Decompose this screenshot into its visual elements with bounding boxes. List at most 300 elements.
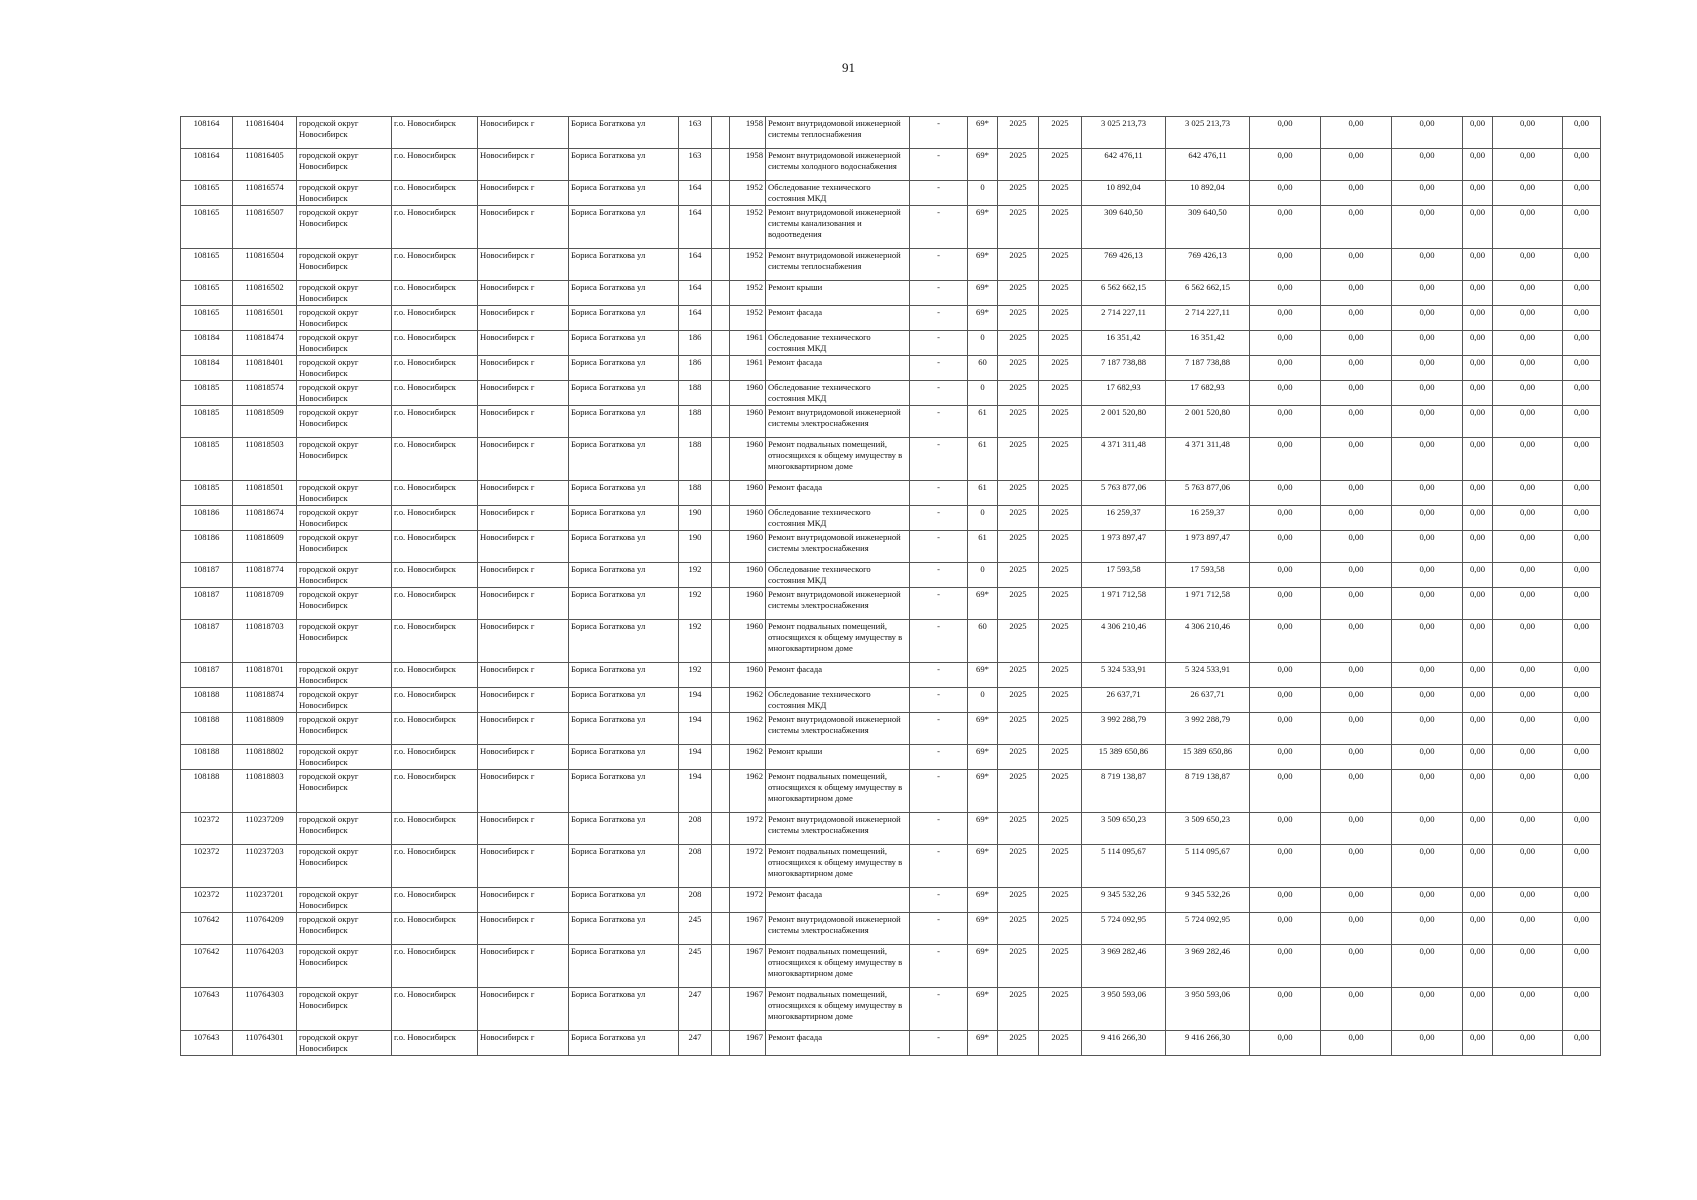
cell-total-cost: 3 992 288,79 [1082, 713, 1166, 745]
table-row [181, 356, 1601, 381]
cell-plan-year-end: 2025 [1039, 117, 1082, 149]
cell-house-id: 107643 [181, 1031, 233, 1056]
table-row [181, 149, 1601, 181]
cell-cost-other-a: 0,00 [1463, 913, 1493, 945]
cell-house-id: 108165 [181, 306, 233, 331]
cell-cost-owners: 0,00 [1493, 588, 1563, 620]
cell-house-number: 164 [679, 281, 712, 306]
cell-cost-owners: 0,00 [1493, 888, 1563, 913]
cell-work-id: 110818802 [233, 745, 297, 770]
cell-cost-other-b: 0,00 [1563, 620, 1601, 663]
cell-settlement: Новосибирск г [478, 206, 569, 249]
cell-extra: - [910, 563, 968, 588]
cell-cost-local: 0,00 [1392, 406, 1463, 438]
cell-work-type: Ремонт фасада [766, 356, 910, 381]
cell-street: Бориса Богаткова ул [569, 913, 679, 945]
cell-wear-percent: 69* [968, 588, 998, 620]
cell-settlement: Новосибирск г [478, 713, 569, 745]
cell-municipal-district: г.о. Новосибирск [392, 249, 478, 281]
cell-cost-other-b: 0,00 [1563, 181, 1601, 206]
cell-cost-other-b: 0,00 [1563, 770, 1601, 813]
cell-wear-percent: 69* [968, 149, 998, 181]
cell-build-year: 1960 [730, 506, 766, 531]
cell-work-type: Ремонт фасада [766, 888, 910, 913]
cell-house-number: 192 [679, 563, 712, 588]
table-row [181, 481, 1601, 506]
cell-settlement: Новосибирск г [478, 770, 569, 813]
cell-cost-other-a: 0,00 [1463, 356, 1493, 381]
cell-work-type: Ремонт фасада [766, 663, 910, 688]
cell-house-id: 108165 [181, 181, 233, 206]
cell-total-cost: 5 763 877,06 [1082, 481, 1166, 506]
cell-work-id: 110818501 [233, 481, 297, 506]
cell-extra: - [910, 888, 968, 913]
cell-total-cost: 1 971 712,58 [1082, 588, 1166, 620]
cell-building [712, 117, 730, 149]
cell-cost-federal: 0,00 [1250, 331, 1321, 356]
cell-street: Бориса Богаткова ул [569, 181, 679, 206]
cell-cost-other-b: 0,00 [1563, 845, 1601, 888]
cell-total-cost: 6 562 662,15 [1082, 281, 1166, 306]
cell-plan-year-start: 2025 [998, 506, 1039, 531]
cell-house-id: 108188 [181, 745, 233, 770]
cell-cost-regional: 0,00 [1321, 181, 1392, 206]
cell-cost-other-a: 0,00 [1463, 506, 1493, 531]
cell-plan-year-start: 2025 [998, 713, 1039, 745]
cell-municipality: городской округ Новосибирск [297, 563, 392, 588]
cell-cost-regional: 0,00 [1321, 531, 1392, 563]
cell-cost-owners: 0,00 [1493, 181, 1563, 206]
cell-work-type: Ремонт крыши [766, 281, 910, 306]
cell-cost-local: 0,00 [1392, 713, 1463, 745]
cell-plan-year-end: 2025 [1039, 438, 1082, 481]
cell-cost-owners: 0,00 [1493, 481, 1563, 506]
table-row [181, 770, 1601, 813]
cell-building [712, 149, 730, 181]
cell-plan-year-end: 2025 [1039, 306, 1082, 331]
cell-cost-regional: 0,00 [1321, 745, 1392, 770]
cell-wear-percent: 69* [968, 663, 998, 688]
cell-building [712, 506, 730, 531]
cell-cost-regional-fund: 4 371 311,48 [1166, 438, 1250, 481]
cell-building [712, 845, 730, 888]
cell-municipality: городской округ Новосибирск [297, 913, 392, 945]
cell-plan-year-end: 2025 [1039, 149, 1082, 181]
cell-plan-year-end: 2025 [1039, 713, 1082, 745]
cell-wear-percent: 69* [968, 281, 998, 306]
cell-municipality: городской округ Новосибирск [297, 988, 392, 1031]
cell-settlement: Новосибирск г [478, 813, 569, 845]
cell-cost-regional: 0,00 [1321, 356, 1392, 381]
cell-house-id: 108188 [181, 770, 233, 813]
cell-cost-regional: 0,00 [1321, 988, 1392, 1031]
table-row [181, 206, 1601, 249]
cell-cost-other-a: 0,00 [1463, 149, 1493, 181]
cell-cost-federal: 0,00 [1250, 663, 1321, 688]
cell-total-cost: 769 426,13 [1082, 249, 1166, 281]
cell-cost-other-a: 0,00 [1463, 331, 1493, 356]
table-row [181, 1031, 1601, 1056]
cell-building [712, 381, 730, 406]
cell-cost-regional: 0,00 [1321, 563, 1392, 588]
cell-cost-owners: 0,00 [1493, 117, 1563, 149]
cell-wear-percent: 69* [968, 745, 998, 770]
cell-cost-other-a: 0,00 [1463, 813, 1493, 845]
cell-cost-owners: 0,00 [1493, 913, 1563, 945]
cell-work-id: 110816574 [233, 181, 297, 206]
cell-house-number: 247 [679, 1031, 712, 1056]
cell-house-number: 194 [679, 770, 712, 813]
cell-cost-other-b: 0,00 [1563, 945, 1601, 988]
cell-street: Бориса Богаткова ул [569, 888, 679, 913]
cell-cost-owners: 0,00 [1493, 356, 1563, 381]
cell-municipality: городской округ Новосибирск [297, 206, 392, 249]
table-row [181, 563, 1601, 588]
cell-municipality: городской округ Новосибирск [297, 356, 392, 381]
cell-cost-local: 0,00 [1392, 181, 1463, 206]
cell-wear-percent: 69* [968, 713, 998, 745]
cell-municipal-district: г.о. Новосибирск [392, 620, 478, 663]
cell-cost-regional-fund: 9 345 532,26 [1166, 888, 1250, 913]
cell-cost-regional-fund: 7 187 738,88 [1166, 356, 1250, 381]
cell-work-id: 110764209 [233, 913, 297, 945]
cell-wear-percent: 60 [968, 356, 998, 381]
cell-cost-owners: 0,00 [1493, 563, 1563, 588]
cell-municipality: городской округ Новосибирск [297, 770, 392, 813]
cell-total-cost: 5 724 092,95 [1082, 913, 1166, 945]
cell-cost-regional-fund: 3 025 213,73 [1166, 117, 1250, 149]
cell-street: Бориса Богаткова ул [569, 688, 679, 713]
cell-municipality: городской округ Новосибирск [297, 845, 392, 888]
cell-cost-owners: 0,00 [1493, 713, 1563, 745]
cell-municipality: городской округ Новосибирск [297, 1031, 392, 1056]
table-row [181, 713, 1601, 745]
cell-work-id: 110818701 [233, 663, 297, 688]
cell-work-type: Ремонт крыши [766, 745, 910, 770]
cell-street: Бориса Богаткова ул [569, 563, 679, 588]
cell-cost-other-a: 0,00 [1463, 663, 1493, 688]
cell-cost-federal: 0,00 [1250, 888, 1321, 913]
cell-street: Бориса Богаткова ул [569, 1031, 679, 1056]
cell-settlement: Новосибирск г [478, 563, 569, 588]
cell-extra: - [910, 770, 968, 813]
cell-house-number: 164 [679, 249, 712, 281]
cell-extra: - [910, 845, 968, 888]
cell-house-id: 108187 [181, 620, 233, 663]
cell-street: Бориса Богаткова ул [569, 663, 679, 688]
cell-cost-other-b: 0,00 [1563, 745, 1601, 770]
cell-total-cost: 9 416 266,30 [1082, 1031, 1166, 1056]
cell-cost-regional-fund: 5 763 877,06 [1166, 481, 1250, 506]
cell-work-id: 110816501 [233, 306, 297, 331]
cell-cost-regional: 0,00 [1321, 663, 1392, 688]
cell-work-id: 110818774 [233, 563, 297, 588]
cell-building [712, 206, 730, 249]
cell-work-id: 110237209 [233, 813, 297, 845]
cell-municipality: городской округ Новосибирск [297, 406, 392, 438]
cell-building [712, 531, 730, 563]
cell-build-year: 1960 [730, 620, 766, 663]
cell-house-id: 108185 [181, 481, 233, 506]
cell-building [712, 249, 730, 281]
cell-cost-regional-fund: 5 114 095,67 [1166, 845, 1250, 888]
cell-cost-owners: 0,00 [1493, 770, 1563, 813]
cell-house-id: 108188 [181, 713, 233, 745]
cell-cost-federal: 0,00 [1250, 506, 1321, 531]
cell-cost-owners: 0,00 [1493, 331, 1563, 356]
cell-build-year: 1960 [730, 381, 766, 406]
cell-work-id: 110818674 [233, 506, 297, 531]
cell-work-id: 110237203 [233, 845, 297, 888]
cell-work-id: 110816507 [233, 206, 297, 249]
cell-work-type: Обследование технического состояния МКД [766, 181, 910, 206]
cell-cost-regional-fund: 4 306 210,46 [1166, 620, 1250, 663]
table-row [181, 117, 1601, 149]
cell-municipal-district: г.о. Новосибирск [392, 588, 478, 620]
cell-cost-other-a: 0,00 [1463, 770, 1493, 813]
cell-plan-year-end: 2025 [1039, 249, 1082, 281]
cell-settlement: Новосибирск г [478, 688, 569, 713]
cell-municipality: городской округ Новосибирск [297, 663, 392, 688]
cell-plan-year-end: 2025 [1039, 663, 1082, 688]
cell-building [712, 481, 730, 506]
cell-municipality: городской округ Новосибирск [297, 888, 392, 913]
cell-work-type: Ремонт подвальных помещений, относящихся к общему имуществу в многоквартирном доме [766, 845, 910, 888]
cell-cost-regional-fund: 26 637,71 [1166, 688, 1250, 713]
cell-cost-regional: 0,00 [1321, 620, 1392, 663]
cell-wear-percent: 69* [968, 845, 998, 888]
cell-settlement: Новосибирск г [478, 663, 569, 688]
cell-work-type: Ремонт фасада [766, 481, 910, 506]
cell-settlement: Новосибирск г [478, 845, 569, 888]
cell-build-year: 1967 [730, 988, 766, 1031]
cell-cost-federal: 0,00 [1250, 563, 1321, 588]
cell-cost-regional: 0,00 [1321, 888, 1392, 913]
cell-work-id: 110764301 [233, 1031, 297, 1056]
cell-settlement: Новосибирск г [478, 913, 569, 945]
cell-municipal-district: г.о. Новосибирск [392, 913, 478, 945]
cell-extra: - [910, 331, 968, 356]
cell-cost-local: 0,00 [1392, 588, 1463, 620]
cell-municipality: городской округ Новосибирск [297, 620, 392, 663]
table-row [181, 438, 1601, 481]
cell-municipal-district: г.о. Новосибирск [392, 506, 478, 531]
cell-extra: - [910, 745, 968, 770]
cell-work-type: Ремонт внутридомовой инженерной системы электроснабжения [766, 531, 910, 563]
cell-plan-year-start: 2025 [998, 406, 1039, 438]
cell-total-cost: 16 259,37 [1082, 506, 1166, 531]
cell-house-number: 208 [679, 888, 712, 913]
cell-work-id: 110816405 [233, 149, 297, 181]
cell-house-number: 192 [679, 663, 712, 688]
cell-build-year: 1958 [730, 149, 766, 181]
cell-building [712, 688, 730, 713]
cell-cost-regional-fund: 5 724 092,95 [1166, 913, 1250, 945]
cell-cost-regional-fund: 15 389 650,86 [1166, 745, 1250, 770]
cell-house-id: 108184 [181, 331, 233, 356]
cell-building [712, 813, 730, 845]
cell-building [712, 331, 730, 356]
cell-municipal-district: г.о. Новосибирск [392, 745, 478, 770]
cell-work-type: Ремонт внутридомовой инженерной системы теплоснабжения [766, 249, 910, 281]
cell-build-year: 1960 [730, 563, 766, 588]
cell-house-id: 107642 [181, 945, 233, 988]
cell-extra: - [910, 1031, 968, 1056]
cell-plan-year-start: 2025 [998, 438, 1039, 481]
cell-cost-other-a: 0,00 [1463, 181, 1493, 206]
cell-cost-other-a: 0,00 [1463, 1031, 1493, 1056]
table-row [181, 913, 1601, 945]
cell-extra: - [910, 531, 968, 563]
cell-cost-regional-fund: 1 971 712,58 [1166, 588, 1250, 620]
cell-street: Бориса Богаткова ул [569, 620, 679, 663]
cell-build-year: 1972 [730, 845, 766, 888]
cell-street: Бориса Богаткова ул [569, 406, 679, 438]
cell-cost-other-b: 0,00 [1563, 531, 1601, 563]
cell-house-id: 108165 [181, 281, 233, 306]
cell-build-year: 1952 [730, 181, 766, 206]
cell-municipal-district: г.о. Новосибирск [392, 563, 478, 588]
cell-cost-regional-fund: 9 416 266,30 [1166, 1031, 1250, 1056]
cell-wear-percent: 0 [968, 381, 998, 406]
cell-municipality: городской округ Новосибирск [297, 481, 392, 506]
cell-build-year: 1967 [730, 1031, 766, 1056]
table-row [181, 381, 1601, 406]
cell-cost-local: 0,00 [1392, 381, 1463, 406]
cell-cost-federal: 0,00 [1250, 249, 1321, 281]
cell-cost-other-a: 0,00 [1463, 745, 1493, 770]
cell-plan-year-end: 2025 [1039, 588, 1082, 620]
cell-cost-other-a: 0,00 [1463, 688, 1493, 713]
cell-municipal-district: г.о. Новосибирск [392, 281, 478, 306]
cell-cost-regional-fund: 1 973 897,47 [1166, 531, 1250, 563]
cell-cost-local: 0,00 [1392, 1031, 1463, 1056]
cell-cost-federal: 0,00 [1250, 745, 1321, 770]
cell-plan-year-end: 2025 [1039, 563, 1082, 588]
cell-work-id: 110818609 [233, 531, 297, 563]
cell-build-year: 1952 [730, 306, 766, 331]
cell-plan-year-end: 2025 [1039, 381, 1082, 406]
cell-house-number: 192 [679, 620, 712, 663]
cell-cost-other-b: 0,00 [1563, 1031, 1601, 1056]
table-row [181, 745, 1601, 770]
cell-plan-year-end: 2025 [1039, 531, 1082, 563]
cell-cost-federal: 0,00 [1250, 281, 1321, 306]
cell-cost-regional-fund: 17 682,93 [1166, 381, 1250, 406]
cell-cost-regional: 0,00 [1321, 588, 1392, 620]
cell-cost-owners: 0,00 [1493, 813, 1563, 845]
cell-cost-federal: 0,00 [1250, 1031, 1321, 1056]
cell-total-cost: 2 714 227,11 [1082, 306, 1166, 331]
cell-house-id: 108186 [181, 531, 233, 563]
cell-work-type: Обследование технического состояния МКД [766, 563, 910, 588]
cell-wear-percent: 69* [968, 206, 998, 249]
cell-cost-federal: 0,00 [1250, 813, 1321, 845]
cell-settlement: Новосибирск г [478, 588, 569, 620]
cell-cost-regional: 0,00 [1321, 406, 1392, 438]
cell-house-id: 102372 [181, 888, 233, 913]
cell-house-number: 188 [679, 438, 712, 481]
cell-plan-year-start: 2025 [998, 770, 1039, 813]
table-row [181, 531, 1601, 563]
cell-house-number: 192 [679, 588, 712, 620]
cell-building [712, 663, 730, 688]
cell-cost-local: 0,00 [1392, 913, 1463, 945]
cell-building [712, 356, 730, 381]
cell-work-id: 110818803 [233, 770, 297, 813]
cell-municipality: городской округ Новосибирск [297, 381, 392, 406]
cell-settlement: Новосибирск г [478, 481, 569, 506]
cell-plan-year-start: 2025 [998, 481, 1039, 506]
cell-wear-percent: 0 [968, 181, 998, 206]
cell-municipal-district: г.о. Новосибирск [392, 381, 478, 406]
cell-building [712, 745, 730, 770]
cell-plan-year-start: 2025 [998, 1031, 1039, 1056]
cell-wear-percent: 69* [968, 249, 998, 281]
cell-cost-owners: 0,00 [1493, 281, 1563, 306]
cell-wear-percent: 61 [968, 438, 998, 481]
cell-municipal-district: г.о. Новосибирск [392, 481, 478, 506]
cell-cost-local: 0,00 [1392, 206, 1463, 249]
cell-building [712, 770, 730, 813]
cell-cost-other-a: 0,00 [1463, 588, 1493, 620]
cell-house-id: 107643 [181, 988, 233, 1031]
cell-cost-regional: 0,00 [1321, 713, 1392, 745]
cell-cost-federal: 0,00 [1250, 438, 1321, 481]
cell-extra: - [910, 913, 968, 945]
cell-build-year: 1961 [730, 356, 766, 381]
cell-cost-other-b: 0,00 [1563, 888, 1601, 913]
cell-house-number: 194 [679, 713, 712, 745]
cell-cost-other-b: 0,00 [1563, 438, 1601, 481]
cell-house-id: 108184 [181, 356, 233, 381]
cell-work-id: 110818809 [233, 713, 297, 745]
cell-building [712, 888, 730, 913]
cell-cost-regional: 0,00 [1321, 281, 1392, 306]
cell-cost-regional-fund: 3 509 650,23 [1166, 813, 1250, 845]
cell-build-year: 1972 [730, 888, 766, 913]
cell-municipal-district: г.о. Новосибирск [392, 988, 478, 1031]
table-row [181, 988, 1601, 1031]
cell-cost-regional: 0,00 [1321, 381, 1392, 406]
cell-house-number: 164 [679, 181, 712, 206]
cell-cost-other-b: 0,00 [1563, 588, 1601, 620]
cell-cost-regional-fund: 16 259,37 [1166, 506, 1250, 531]
cell-plan-year-end: 2025 [1039, 206, 1082, 249]
cell-plan-year-start: 2025 [998, 281, 1039, 306]
cell-extra: - [910, 381, 968, 406]
cell-cost-other-a: 0,00 [1463, 117, 1493, 149]
cell-settlement: Новосибирск г [478, 306, 569, 331]
cell-municipal-district: г.о. Новосибирск [392, 713, 478, 745]
cell-municipality: городской округ Новосибирск [297, 713, 392, 745]
cell-settlement: Новосибирск г [478, 117, 569, 149]
cell-building [712, 1031, 730, 1056]
cell-municipality: городской округ Новосибирск [297, 506, 392, 531]
cell-work-id: 110818703 [233, 620, 297, 663]
cell-municipality: городской округ Новосибирск [297, 249, 392, 281]
cell-plan-year-start: 2025 [998, 688, 1039, 713]
cell-cost-regional: 0,00 [1321, 249, 1392, 281]
cell-cost-owners: 0,00 [1493, 206, 1563, 249]
cell-cost-other-a: 0,00 [1463, 249, 1493, 281]
cell-cost-regional: 0,00 [1321, 945, 1392, 988]
cell-extra: - [910, 620, 968, 663]
cell-house-id: 108164 [181, 117, 233, 149]
cell-total-cost: 3 969 282,46 [1082, 945, 1166, 988]
cell-municipal-district: г.о. Новосибирск [392, 663, 478, 688]
cell-cost-local: 0,00 [1392, 663, 1463, 688]
